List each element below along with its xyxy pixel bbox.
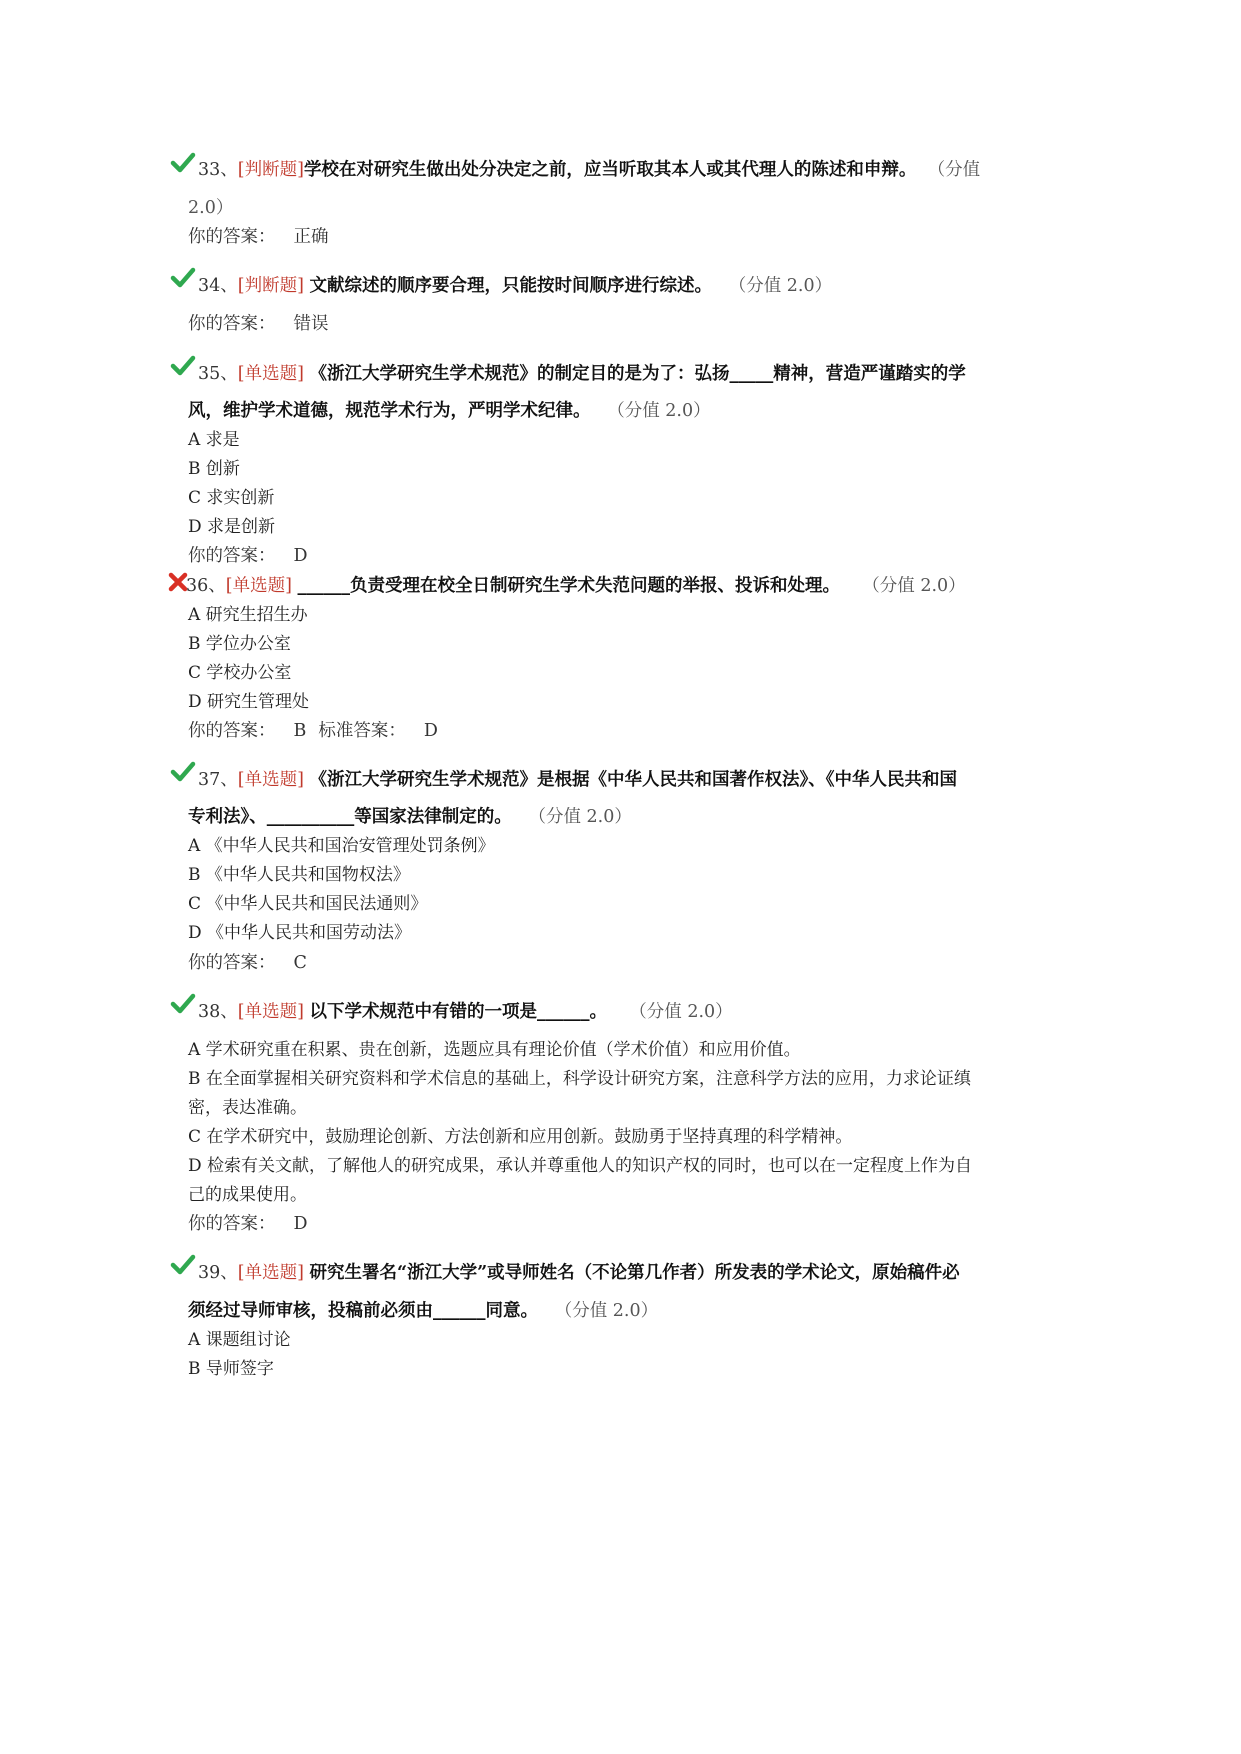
standard-answer-value: D <box>423 721 438 741</box>
question-stem-continued <box>188 1299 1068 1323</box>
question-score: （分值 2.0） <box>629 1002 733 1022</box>
option-a: A 《中华人民共和国治安管理处罚条例》 <box>188 836 495 856</box>
your-answer-value: C <box>293 953 307 973</box>
your-answer-label: 你的答案： <box>188 314 276 334</box>
option-c: C 《中华人民共和国民法通则》 <box>188 894 428 914</box>
your-answer-value: 错误 <box>293 314 329 334</box>
option-d: D 检索有关文献，了解他人的研究成果，承认并尊重他人的知识产权的同时，也可以在一定程度上作为自 <box>188 1156 973 1176</box>
question-stem-continued <box>188 399 1068 423</box>
option-a: A 求是 <box>188 430 240 450</box>
check-icon <box>170 353 196 379</box>
option-b: B 创新 <box>188 459 240 479</box>
question-stem-continued <box>188 805 1068 829</box>
your-answer-value: D <box>293 1214 308 1234</box>
question-stem: 《浙江大学研究生学术规范》是根据《中华人民共和国著作权法》、《中华人民共和国 <box>309 770 958 790</box>
question-number: 36、 <box>186 576 226 596</box>
question-number: 33、 <box>198 160 238 180</box>
check-icon <box>170 759 196 785</box>
question-stem-line2: 风，维护学术道德，规范学术行为，严明学术纪律。 <box>188 401 591 421</box>
check-icon <box>170 991 196 1017</box>
question-type-tag: [单选题] <box>237 364 304 384</box>
option-b: B 导师签字 <box>188 1359 274 1379</box>
question-title <box>198 768 1078 792</box>
your-answer-label: 你的答案： <box>188 953 276 973</box>
question-stem: 研究生署名“浙江大学”或导师姓名（不论第几作者）所发表的学术论文，原始稿件必 <box>309 1263 960 1283</box>
option-b: B 在全面掌握相关研究资料和学术信息的基础上，科学设计研究方案，注意科学方法的应用，力求论证缜 <box>188 1069 971 1089</box>
question-stem: 以下学术规范中有错的一项是______。 <box>309 1002 608 1022</box>
your-answer <box>188 719 1068 743</box>
question-number: 34、 <box>198 276 238 296</box>
question-stem: ______负责受理在校全日制研究生学术失范问题的举报、投诉和处理。 <box>297 576 841 596</box>
question-type-tag: [判断题] <box>237 276 304 296</box>
question-score: （分值 2.0） <box>528 807 632 827</box>
question-type-tag: [单选题] <box>225 576 292 596</box>
your-answer <box>188 951 1068 975</box>
question-title <box>198 158 1078 182</box>
your-answer-label: 你的答案： <box>188 227 276 247</box>
question-title <box>198 274 1078 298</box>
your-answer-value: D <box>293 546 308 566</box>
question-title <box>186 574 1066 598</box>
option-d: D 求是创新 <box>188 517 276 537</box>
your-answer-value: B <box>293 721 307 741</box>
your-answer <box>188 1212 1068 1236</box>
option-b: B 《中华人民共和国物权法》 <box>188 865 410 885</box>
option-d: D 研究生管理处 <box>188 692 310 712</box>
your-answer-label: 你的答案： <box>188 721 276 741</box>
check-icon <box>170 1252 196 1278</box>
check-icon <box>170 265 196 291</box>
question-score: （分值 2.0） <box>728 276 833 296</box>
question-score: （分值 <box>927 160 981 180</box>
option-a: A 研究生招生办 <box>188 605 308 625</box>
question-stem-line2: 须经过导师审核，投稿前必须由______同意。 <box>188 1301 538 1321</box>
question-number: 39、 <box>198 1263 238 1283</box>
option-b-continued: 密，表达准确。 <box>188 1098 307 1118</box>
your-answer <box>188 312 1068 336</box>
question-score: （分值 2.0） <box>862 576 966 596</box>
option-a: A 课题组讨论 <box>188 1330 291 1350</box>
question-stem: 《浙江大学研究生学术规范》的制定目的是为了：弘扬_____精神，营造严谨踏实的学 <box>309 364 966 384</box>
your-answer-label: 你的答案： <box>188 546 276 566</box>
question-title <box>198 362 1078 386</box>
option-c: C 学校办公室 <box>188 663 292 683</box>
your-answer-value: 正确 <box>293 227 329 247</box>
your-answer-label: 你的答案： <box>188 1214 276 1234</box>
question-stem-line2: 专利法》、__________等国家法律制定的。 <box>188 807 512 827</box>
question-score-continued: 2.0） <box>188 198 234 218</box>
question-type-tag: [判断题] <box>237 160 304 180</box>
check-icon <box>170 150 196 176</box>
option-c: C 在学术研究中，鼓励理论创新、方法创新和应用创新。鼓励勇于坚持真理的科学精神。 <box>188 1127 853 1147</box>
option-d-continued: 己的成果使用。 <box>188 1185 307 1205</box>
option-c: C 求实创新 <box>188 488 275 508</box>
your-answer <box>188 225 1068 249</box>
option-d: D 《中华人民共和国劳动法》 <box>188 923 412 943</box>
question-stem: 学校在对研究生做出处分决定之前，应当听取其本人或其代理人的陈述和申辩。 <box>303 160 917 180</box>
your-answer <box>188 544 1068 568</box>
question-score: （分值 2.0） <box>554 1301 659 1321</box>
option-a: A 学术研究重在积累、贵在创新，选题应具有理论价值（学术价值）和应用价值。 <box>188 1040 801 1060</box>
question-type-tag: [单选题] <box>237 1263 304 1283</box>
question-score: （分值 2.0） <box>607 401 711 421</box>
question-number: 35、 <box>198 364 238 384</box>
question-stem: 文献综述的顺序要合理，只能按时间顺序进行综述。 <box>309 276 713 296</box>
question-type-tag: [单选题] <box>237 1002 304 1022</box>
question-title <box>198 1261 1078 1285</box>
option-b: B 学位办公室 <box>188 634 291 654</box>
question-type-tag: [单选题] <box>237 770 304 790</box>
standard-answer-label: 标准答案： <box>318 721 406 741</box>
question-title <box>198 1000 1078 1024</box>
question-number: 38、 <box>198 1002 238 1022</box>
question-number: 37、 <box>198 770 238 790</box>
